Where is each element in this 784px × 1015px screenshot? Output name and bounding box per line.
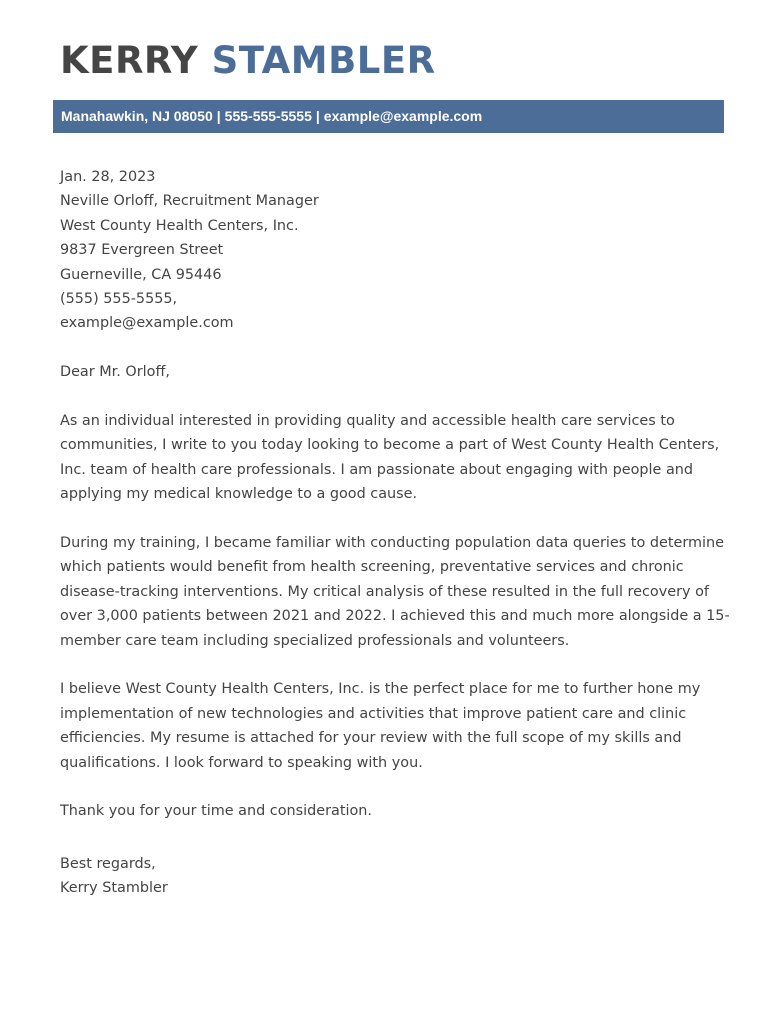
applicant-first-name: KERRY: [60, 39, 199, 82]
recipient-block: [60, 165, 732, 336]
contact-separator: |: [216, 108, 221, 124]
contact-bar: [53, 100, 724, 133]
recipient-name-title: Neville Orloff, Recruitment Manager: [60, 193, 319, 210]
body-paragraph-2: During my training, I became familiar with conducting population data queries to determine which patients would benefit from health screening, preventative services and chronic disease-tracking interventions. My critical analysis of these resulted in the full recovery of over 3,000 patients between 2021 and 2022. I achieved this and much more alongside a 15-member care team including specialized professionals and volunteers.: [60, 535, 730, 649]
contact-email: example@example.com: [323, 108, 483, 124]
closing: Best regards,: [60, 855, 156, 872]
applicant-last-name: STAMBLER: [211, 39, 436, 82]
applicant-name: [60, 39, 436, 82]
contact-phone: 555-555-5555: [224, 108, 312, 124]
recipient-phone: (555) 555-5555,: [60, 291, 178, 308]
letter-date: Jan. 28, 2023: [60, 169, 156, 185]
recipient-street: 9837 Evergreen Street: [60, 242, 224, 259]
body-paragraph-1: As an individual interested in providing quality and accessible health care services to communities, I write to you today looking to become a part of West County Health Centers, Inc. team of health care professionals. I am passionate about engaging with people and applying my medical knowledge to a good cause.: [60, 413, 720, 503]
signature: Kerry Stambler: [60, 880, 168, 897]
recipient-email: example@example.com: [60, 315, 234, 332]
body-paragraph-3: I believe West County Health Centers, Inc. is the perfect place for me to further hone my implementation of new technologies and activities that improve patient care and clinic efficiencies. My resume is attached for your review with the full scope of my skills and qualifications. I look forward to speaking with you.: [60, 681, 701, 771]
recipient-company: West County Health Centers, Inc.: [60, 217, 299, 234]
contact-location: Manahawkin, NJ 08050: [61, 108, 213, 124]
salutation: Dear Mr. Orloff,: [60, 364, 170, 381]
thank-you-line: Thank you for your time and consideration.: [60, 803, 372, 820]
letter-body: [60, 165, 732, 901]
contact-separator: |: [315, 108, 320, 124]
recipient-city-state-zip: Guerneville, CA 95446: [60, 266, 222, 283]
closing-block: [60, 852, 732, 901]
